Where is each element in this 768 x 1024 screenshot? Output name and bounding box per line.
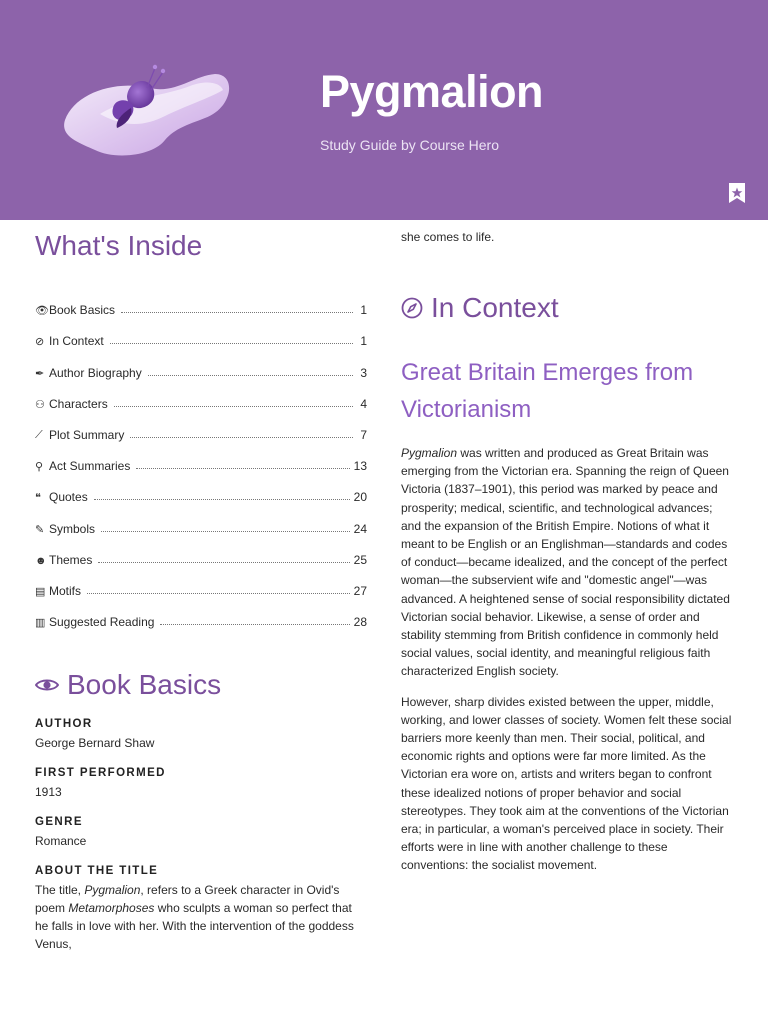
body-paragraph [401,444,735,681]
book-open-icon: ▥ [35,617,46,630]
toc-item-label: In Context [49,334,104,349]
toc-leader [160,624,349,625]
text-run: was written and produced as Great Britain was emerging from the Victorian era. Spanning the reign of Queen Victoria (1837–1901), this period was marked by peace and prosperity; medical, scientific, and technological advances; and the expansion of the British Empire. Notions of what it meant to be English or an Englishman—standards and codes of conduct—became idealized, and the concept of the perfect woman—the subservient wife and "domestic angel"—was advanced. A heightened sense of social responsibility dictated Victorian social behavior. Likewise, a sense of order and stability stemming from British confidence in commonly held social values, social identity, and meaningful religious faith characterized English society. [401,446,730,679]
guide-subtitle: Study Guide by Course Hero [320,137,499,153]
toc-heading: What's Inside [35,230,203,261]
section-subheading: Great Britain Emerges from Victorianism [401,359,694,423]
eye-icon: 👁 [35,305,49,318]
bookmark-star-icon[interactable] [727,183,747,203]
continuation-text: she comes to life. [401,230,495,244]
toc-item-act-summaries[interactable] [35,442,367,473]
italic-title: Pygmalion [84,883,141,898]
toc-item-page: 27 [353,583,367,598]
left-column [35,220,367,953]
book-basics-title: Book Basics [67,669,222,701]
toc-item-motifs[interactable] [35,567,367,598]
italic-title: Pygmalion [401,446,458,460]
toc-item-page: 4 [360,396,367,411]
genre-label: GENRE [35,816,83,829]
first-performed-label: FIRST PERFORMED [35,767,166,780]
toc-item-label: Quotes [49,490,88,505]
chart-icon: ⟋ [35,428,43,441]
toc-item-label: Act Summaries [49,459,131,474]
toc-item-label: Plot Summary [49,427,125,442]
toc-item-quotes[interactable] [35,473,367,504]
compass-icon [401,297,423,319]
toc-leader [148,375,353,376]
toc-item-page: 25 [353,552,367,567]
toc-item-page: 1 [360,303,367,318]
text-run: , refers to a Greek character in Ovid's poem [35,883,340,916]
feather-icon: ✎ [35,523,45,536]
toc-item-suggested-reading[interactable] [35,598,367,629]
toc-item-page: 7 [360,427,367,442]
quote-icon: ❝ [35,492,41,505]
toc-leader [101,531,350,532]
toc-leader [136,468,349,469]
toc-item-label: Symbols [49,521,96,536]
toc-item-themes[interactable] [35,536,367,567]
butterfly-hat-logo [55,58,235,163]
masks-icon: ☻ [35,554,47,567]
header-banner [0,0,768,220]
body-paragraph: However, sharp divides existed between the upper, middle, working, and lower classes of society. Women felt these social barriers more keenly than men. Their social, political, and economic rights and options were far more limited. As the Victorian era wore on, artists and writers began to confront these idealized notions of proper behavior and social stereotypes. They took aim at the conventions of the Victorian era; in particular, a woman's perceived place in society. Their efforts were in line with another challenge to these conventions: the socialist movement. [401,694,732,873]
toc-leader [98,562,349,563]
book-basics-heading [35,669,367,701]
toc-item-page: 28 [353,615,367,630]
toc-item-label: Author Biography [49,365,142,380]
toc-item-plot-summary[interactable] [35,411,367,442]
text-run: The title, [35,883,85,898]
toc-item-page: 20 [353,490,367,505]
text-run: who sculpts a woman so perfect that he falls in love with her. With the intervention of the goddess Venus, [35,901,354,952]
toc-leader [110,343,353,344]
magnifier-icon: ⚲ [35,461,44,474]
toc-item-page: 24 [353,521,367,536]
toc-item-symbols[interactable] [35,504,367,535]
about-title-text [35,881,367,953]
in-context-heading [401,292,735,324]
toc-leader [130,437,353,438]
table-of-contents [35,286,367,629]
compass-icon: ⊘ [35,336,45,349]
author-label: AUTHOR [35,718,93,731]
toc-item-page: 1 [360,334,367,349]
about-title-label: ABOUT THE TITLE [35,865,159,878]
toc-leader [87,593,350,594]
toc-leader [94,499,350,500]
toc-item-page: 13 [353,459,367,474]
genre-value: Romance [35,834,87,849]
right-column [401,220,735,875]
toc-item-label: Characters [49,396,108,411]
toc-leader [114,406,353,407]
toc-item-book-basics[interactable] [35,286,367,317]
toc-item-characters[interactable] [35,380,367,411]
guide-title: Pygmalion [320,66,544,117]
eye-icon [35,677,59,693]
document-icon: ▤ [35,585,46,598]
in-context-title: In Context [431,292,559,323]
toc-item-author-biography[interactable] [35,348,367,379]
pen-nib-icon: ✒ [35,367,45,380]
toc-item-page: 3 [360,365,367,380]
italic-title: Metamorphoses [68,901,155,916]
toc-item-label: Book Basics [49,303,116,318]
people-icon: ⚇ [35,398,45,411]
toc-item-label: Themes [49,552,93,567]
toc-item-in-context[interactable] [35,317,367,348]
toc-item-label: Motifs [49,583,82,598]
toc-leader [121,312,353,313]
first-performed-value: 1913 [35,785,62,800]
toc-item-label: Suggested Reading [49,615,155,630]
author-value: George Bernard Shaw [35,736,155,751]
